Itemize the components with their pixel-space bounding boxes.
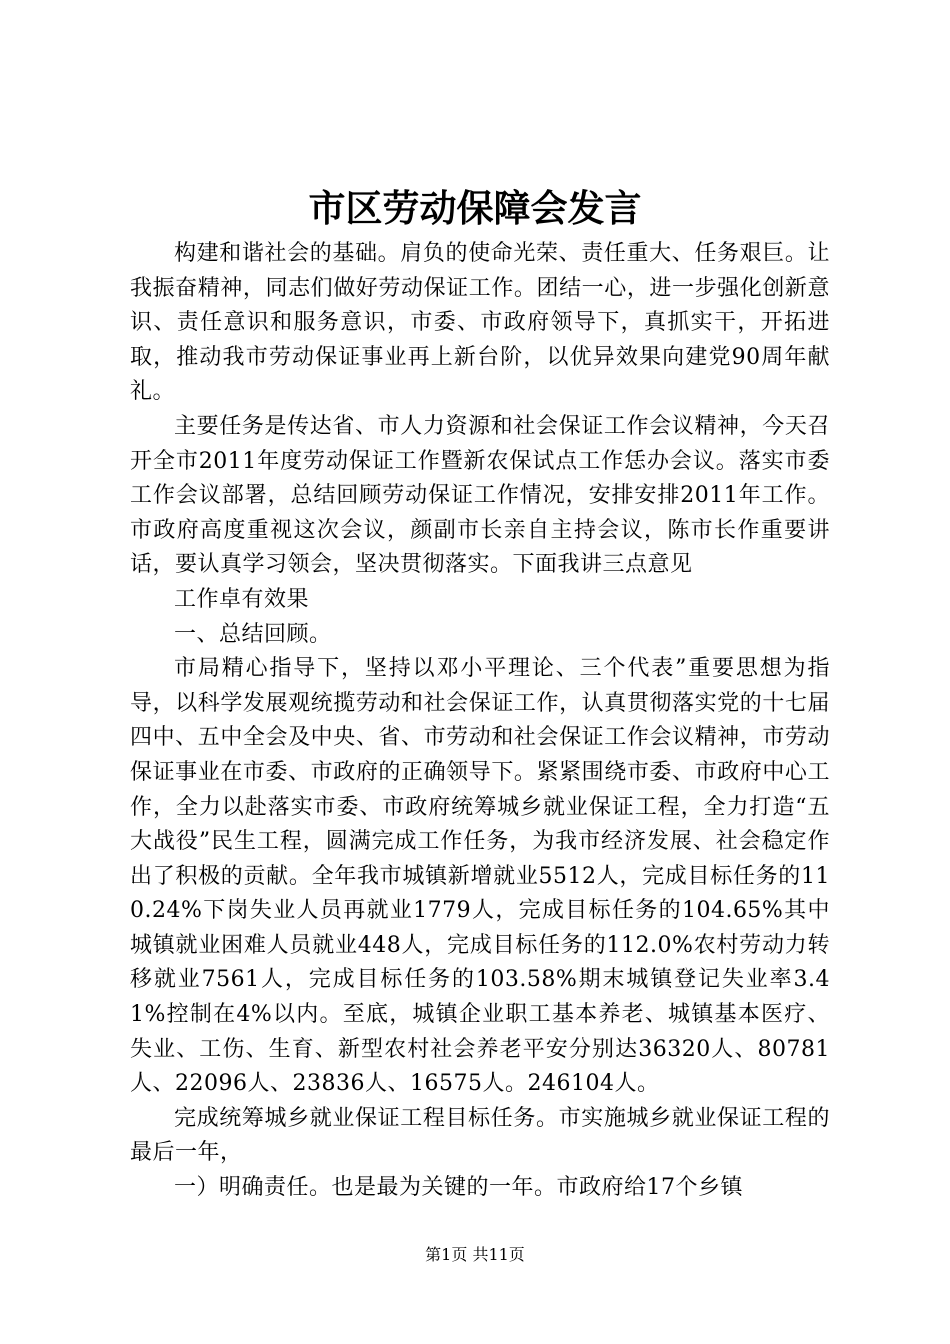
paragraph: 一、总结回顾。	[174, 621, 332, 647]
page-number: 第1页 共11页	[425, 1245, 525, 1264]
page-footer	[0, 1244, 950, 1266]
paragraph: 一）明确责任。也是最为关键的一年。市政府给17个乡镇	[174, 1175, 743, 1201]
paragraph: 工作卓有效果	[174, 586, 310, 612]
paragraph: 市局精心指导下，坚持以邓小平理论、三个代表”重要思想为指导，以科学发展观统揽劳动和社会保证工作，认真贯彻落实党的十七届四中、五中全会及中央、省、市劳动和社会保证工作会议精神，市劳动保证事业在市委、市政府的正确领导下。紧紧围绕市委、市政府中心工作，全力以赴落实市委、市政府统筹城乡就业保证工程，全力打造“五大战役”民生工程，圆满完成工作任务，为我市经济发展、社会稳定作出了积极的贡献。全年我市城镇新增就业5512人，完成目标任务的110.24%下岗失业人员再就业1779人，完成目标任务的104.65%其中城镇就业困难人员就业448人，完成目标任务的112.0%农村劳动力转移就业7561人，完成目标任务的103.58%期末城镇登记失业率3.41%控制在4%以内。至底，城镇企业职工基本养老、城镇基本医疗、失业、工伤、生育、新型农村社会养老平安分别达36320人、80781人、22096人、23836人、16575人。246104人。	[130, 656, 830, 1097]
paragraph: 主要任务是传达省、市人力资源和社会保证工作会议精神，今天召开全市2011年度劳动保证工作暨新农保试点工作恁办会议。落实市委工作会议部署，总结回顾劳动保证工作情况，安排安排2011年工作。市政府高度重视这次会议，颜副市长亲自主持会议，陈市长作重要讲话，要认真学习领会，坚决贯彻落实。下面我讲三点意见	[130, 413, 830, 578]
document-title: 市区劳动保障会发言	[308, 186, 642, 230]
paragraph: 完成统筹城乡就业保证工程目标任务。市实施城乡就业保证工程的最后一年，	[130, 1105, 830, 1166]
paragraph: 构建和谐社会的基础。肩负的使命光荣、责任重大、任务艰巨。让我振奋精神，同志们做好劳动保证工作。团结一心，进一步强化创新意识、责任意识和服务意识，市委、市政府领导下，真抓实干，开拓进取，推动我市劳动保证事业再上新台阶，以优异效果向建党90周年献礼。	[130, 241, 830, 405]
document-body	[130, 237, 830, 1206]
